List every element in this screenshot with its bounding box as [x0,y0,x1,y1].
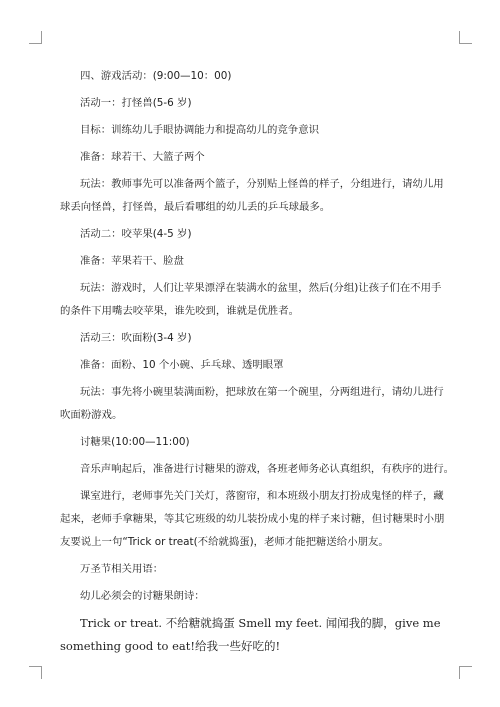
activity-title: 活动二：咬苹果(4-5 岁) [80,228,192,240]
paragraph-line: 玩法：事先将小碗里装满面粉，把球放在第一个碗里，分两组进行，请幼儿进行 [80,386,444,398]
crop-mark-top-right [459,31,472,44]
paragraph-line: 万圣节相关用语： [80,563,164,575]
paragraph-line: 吹面粉游戏。 [60,409,123,421]
paragraph-line: 准备：苹果若干、脸盘 [80,255,184,267]
activity-title: 活动一：打怪兽(5-6 岁) [80,97,192,109]
section-heading: 四、游戏活动：(9:00—10：00) [80,70,232,82]
paragraph-line: 准备：球若干、大篮子两个 [80,151,205,163]
paragraph-line: 准备：面粉、10 个小碗、乒乓球、透明眼罩 [80,359,284,371]
paragraph-line: 起来，老师手拿糖果，等其它班级的幼儿装扮成小鬼的样子来讨糖，但讨糖果时小朋 [60,513,445,525]
crop-mark-bottom-right [459,666,472,679]
section-heading: 讨糖果(10:00—11:00) [80,436,190,448]
paragraph-line: 球丢向怪兽，打怪兽，最后看哪组的幼儿丢的乒乓球最多。 [60,201,331,213]
paragraph-line: 幼儿必须会的讨糖果朗诗： [80,590,205,602]
paragraph-line: 课室进行，老师事先关门关灯，落窗帘，和本班级小朋友打扮成鬼怪的样子，藏 [80,490,444,502]
paragraph-line: something good to eat!给我一些好吃的! [60,639,281,653]
crop-mark-bottom-left [29,666,42,679]
paragraph-line: 音乐声响起后，准备进行讨糖果的游戏，各班老师务必认真组织，有秩序的进行。 [80,463,455,475]
paragraph-line: 的条件下用嘴去咬苹果，谁先咬到，谁就是优胜者。 [60,305,299,317]
paragraph-line: Trick or treat. 不给糖就捣蛋 Smell my feet. 闻闻我的脚，give me [80,616,441,630]
paragraph-line: 玩法：教师事先可以准备两个篮子，分别贴上怪兽的样子，分组进行，请幼儿用 [80,178,444,190]
paragraph-line: 友要说上一句“Trick or treat(不给就捣蛋)，老师才能把糖送给小朋友。 [60,536,389,548]
paragraph-line: 玩法：游戏时，人们让苹果漂浮在装满水的盆里，然后(分组)让孩子们在不用手 [80,282,442,294]
paragraph-line: 目标：训练幼儿手眼协调能力和提高幼儿的竞争意识 [80,124,319,136]
activity-title: 活动三：吹面粉(3-4 岁) [80,332,192,344]
crop-mark-top-left [29,31,42,44]
